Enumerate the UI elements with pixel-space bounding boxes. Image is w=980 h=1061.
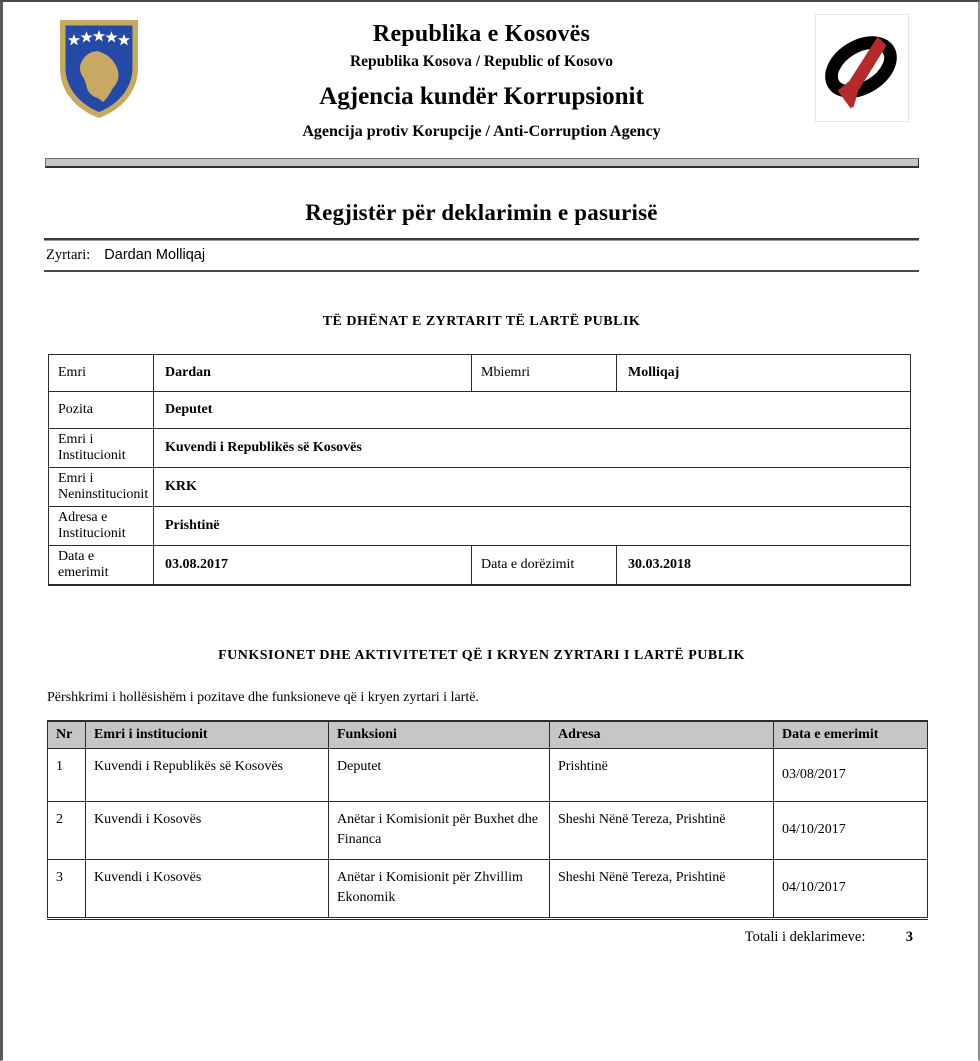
coat-of-arms-icon <box>56 16 142 122</box>
functions-table <box>47 720 928 920</box>
cell-institution: Kuvendi i Kosovës <box>86 802 329 860</box>
total-declarations-row <box>44 929 913 946</box>
col-header-function: Funksioni <box>329 721 550 749</box>
cell-data-emerimit-value: 03.08.2017 <box>154 546 472 586</box>
cell-data-dorezimit-label: Data e dorëzimit <box>472 546 617 586</box>
cell-institution: Kuvendi i Republikës së Kosovës <box>86 749 329 802</box>
cell-pozita-label: Pozita <box>49 392 154 429</box>
cell-date: 03/08/2017 <box>774 749 928 802</box>
cell-institucioni-value: Kuvendi i Republikës së Kosovës <box>154 429 911 468</box>
table-row <box>49 468 911 507</box>
col-header-address: Adresa <box>550 721 774 749</box>
cell-address: Prishtinë <box>550 749 774 802</box>
section-heading-functions: FUNKSIONET DHE AKTIVITETET QË I KRYEN ZYRTARI I LARTË PUBLIK <box>218 648 745 663</box>
table-header-row <box>48 721 928 749</box>
total-declarations-value: 3 <box>905 928 913 945</box>
header-line-agency-sq: Agjencia kundër Korrupsionit <box>319 83 644 111</box>
total-declarations-label: Totali i deklarimeve: <box>744 928 866 945</box>
anti-corruption-agency-logo-icon <box>815 14 909 122</box>
cell-date: 04/10/2017 <box>774 859 928 918</box>
table-row <box>49 546 911 586</box>
header-line-agency-sr-en: Agencija protiv Korupcije / Anti-Corruption Agency <box>302 123 661 141</box>
cell-function: Deputet <box>329 749 550 802</box>
cell-address: Sheshi Nënë Tereza, Prishtinë <box>550 802 774 860</box>
cell-function: Anëtar i Komisionit për Zhvillim Ekonomik <box>329 859 550 918</box>
section-note-functions: Përshkrimi i hollësishëm i pozitave dhe funksioneve që i kryen zyrtari i lartë. <box>47 690 479 705</box>
cell-mbiemri-label: Mbiemri <box>472 355 617 392</box>
page-title: Regjistër për deklarimin e pasurisë <box>305 200 658 225</box>
cell-data-emerimit-label: Data e emerimit <box>49 546 154 586</box>
cell-neninstitucioni-label: Emri i Neninstitucionit <box>49 468 154 507</box>
header-separator-bar <box>45 158 919 168</box>
cell-institution: Kuvendi i Kosovës <box>86 859 329 918</box>
cell-mbiemri-value: Molliqaj <box>617 355 911 392</box>
table-row <box>49 429 911 468</box>
header-title-block <box>44 20 919 143</box>
cell-adresa-value: Prishtinë <box>154 507 911 546</box>
header-line-republic-sr-en: Republika Kosova / Republic of Kosovo <box>349 53 614 71</box>
official-name: Dardan Molliqaj <box>104 247 206 263</box>
table-row <box>49 507 911 546</box>
official-row <box>44 241 919 270</box>
cell-function: Anëtar i Komisionit për Buxhet dhe Financa <box>329 802 550 860</box>
col-header-institution: Emri i institucionit <box>86 721 329 749</box>
cell-date: 04/10/2017 <box>774 802 928 860</box>
col-header-date: Data e emerimit <box>774 721 928 749</box>
document-header <box>44 2 919 146</box>
official-rule <box>44 270 919 272</box>
cell-institucioni-label: Emri i Institucionit <box>49 429 154 468</box>
official-data-table <box>48 354 911 586</box>
cell-emri-label: Emri <box>49 355 154 392</box>
official-label: Zyrtari: <box>46 247 91 263</box>
table-row <box>48 859 928 918</box>
col-header-nr: Nr <box>48 721 86 749</box>
cell-nr: 3 <box>48 859 86 918</box>
cell-adresa-label: Adresa e Institucionit <box>49 507 154 546</box>
cell-emri-value: Dardan <box>154 355 472 392</box>
cell-address: Sheshi Nënë Tereza, Prishtinë <box>550 859 774 918</box>
table-row <box>49 392 911 429</box>
document-content <box>44 2 919 946</box>
section-heading-official-data: TË DHËNAT E ZYRTARIT TË LARTË PUBLIK <box>322 314 641 329</box>
cell-nr: 1 <box>48 749 86 802</box>
table-row <box>48 749 928 802</box>
table-row <box>49 355 911 392</box>
header-line-republic-sq: Republika e Kosovës <box>372 21 591 47</box>
cell-pozita-value: Deputet <box>154 392 911 429</box>
table-row <box>48 802 928 860</box>
cell-data-dorezimit-value: 30.03.2018 <box>617 546 911 586</box>
cell-nr: 2 <box>48 802 86 860</box>
cell-neninstitucioni-value: KRK <box>154 468 911 507</box>
